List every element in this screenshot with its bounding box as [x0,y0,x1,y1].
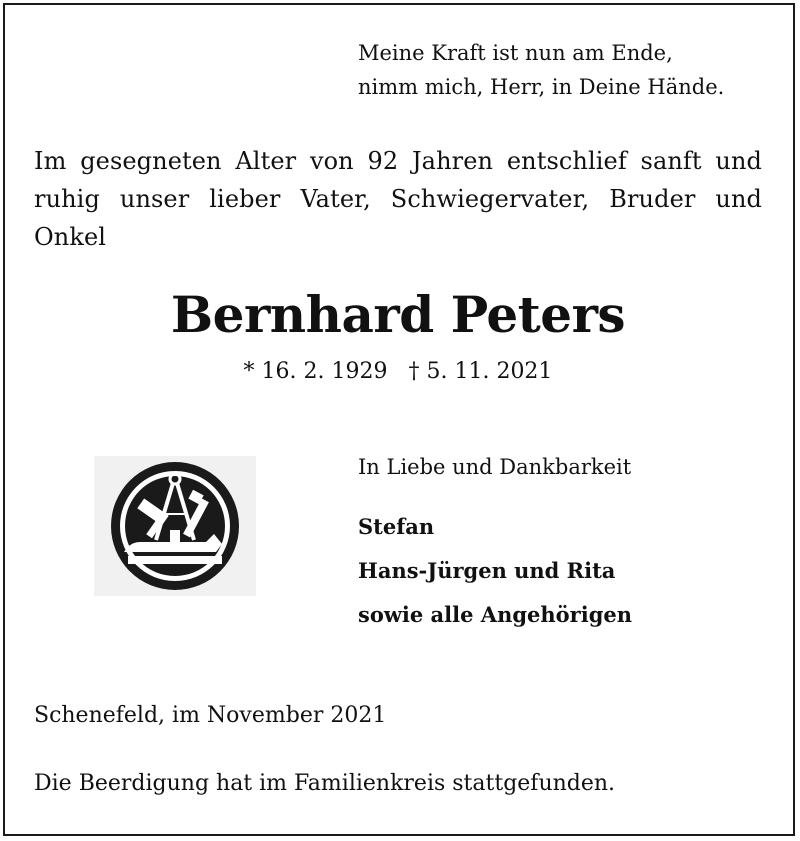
place-and-date: Schenefeld, im November 2021 [34,703,387,728]
motto-verse [358,36,724,104]
mourner-name: Stefan [358,514,435,539]
death-date: † 5. 11. 2021 [408,359,553,384]
mourner-name: Hans-Jürgen und Rita [358,558,616,583]
mourners-list [358,505,632,637]
intro-text: Im gesegneten Alter von 92 Jahren entschlief sanft und ruhig unser lieber Vater, Schwiegervater, Bruder und Onkel [34,147,762,251]
deceased-name: Bernhard Peters [170,285,626,344]
carpenter-plane-compass-emblem-icon [94,456,256,596]
motto-line-2: nimm mich, Herr, in Deine Hände. [358,75,725,99]
birth-date: * 16. 2. 1929 [243,359,388,384]
funeral-note: Die Beerdigung hat im Familienkreis stattgefunden. [34,771,616,796]
life-dates [0,357,796,387]
mourner-name: sowie alle Angehörigen [358,602,633,627]
motto-line-1: Meine Kraft ist nun am Ende, [358,41,673,65]
closing-words: In Liebe und Dankbarkeit [358,455,632,479]
